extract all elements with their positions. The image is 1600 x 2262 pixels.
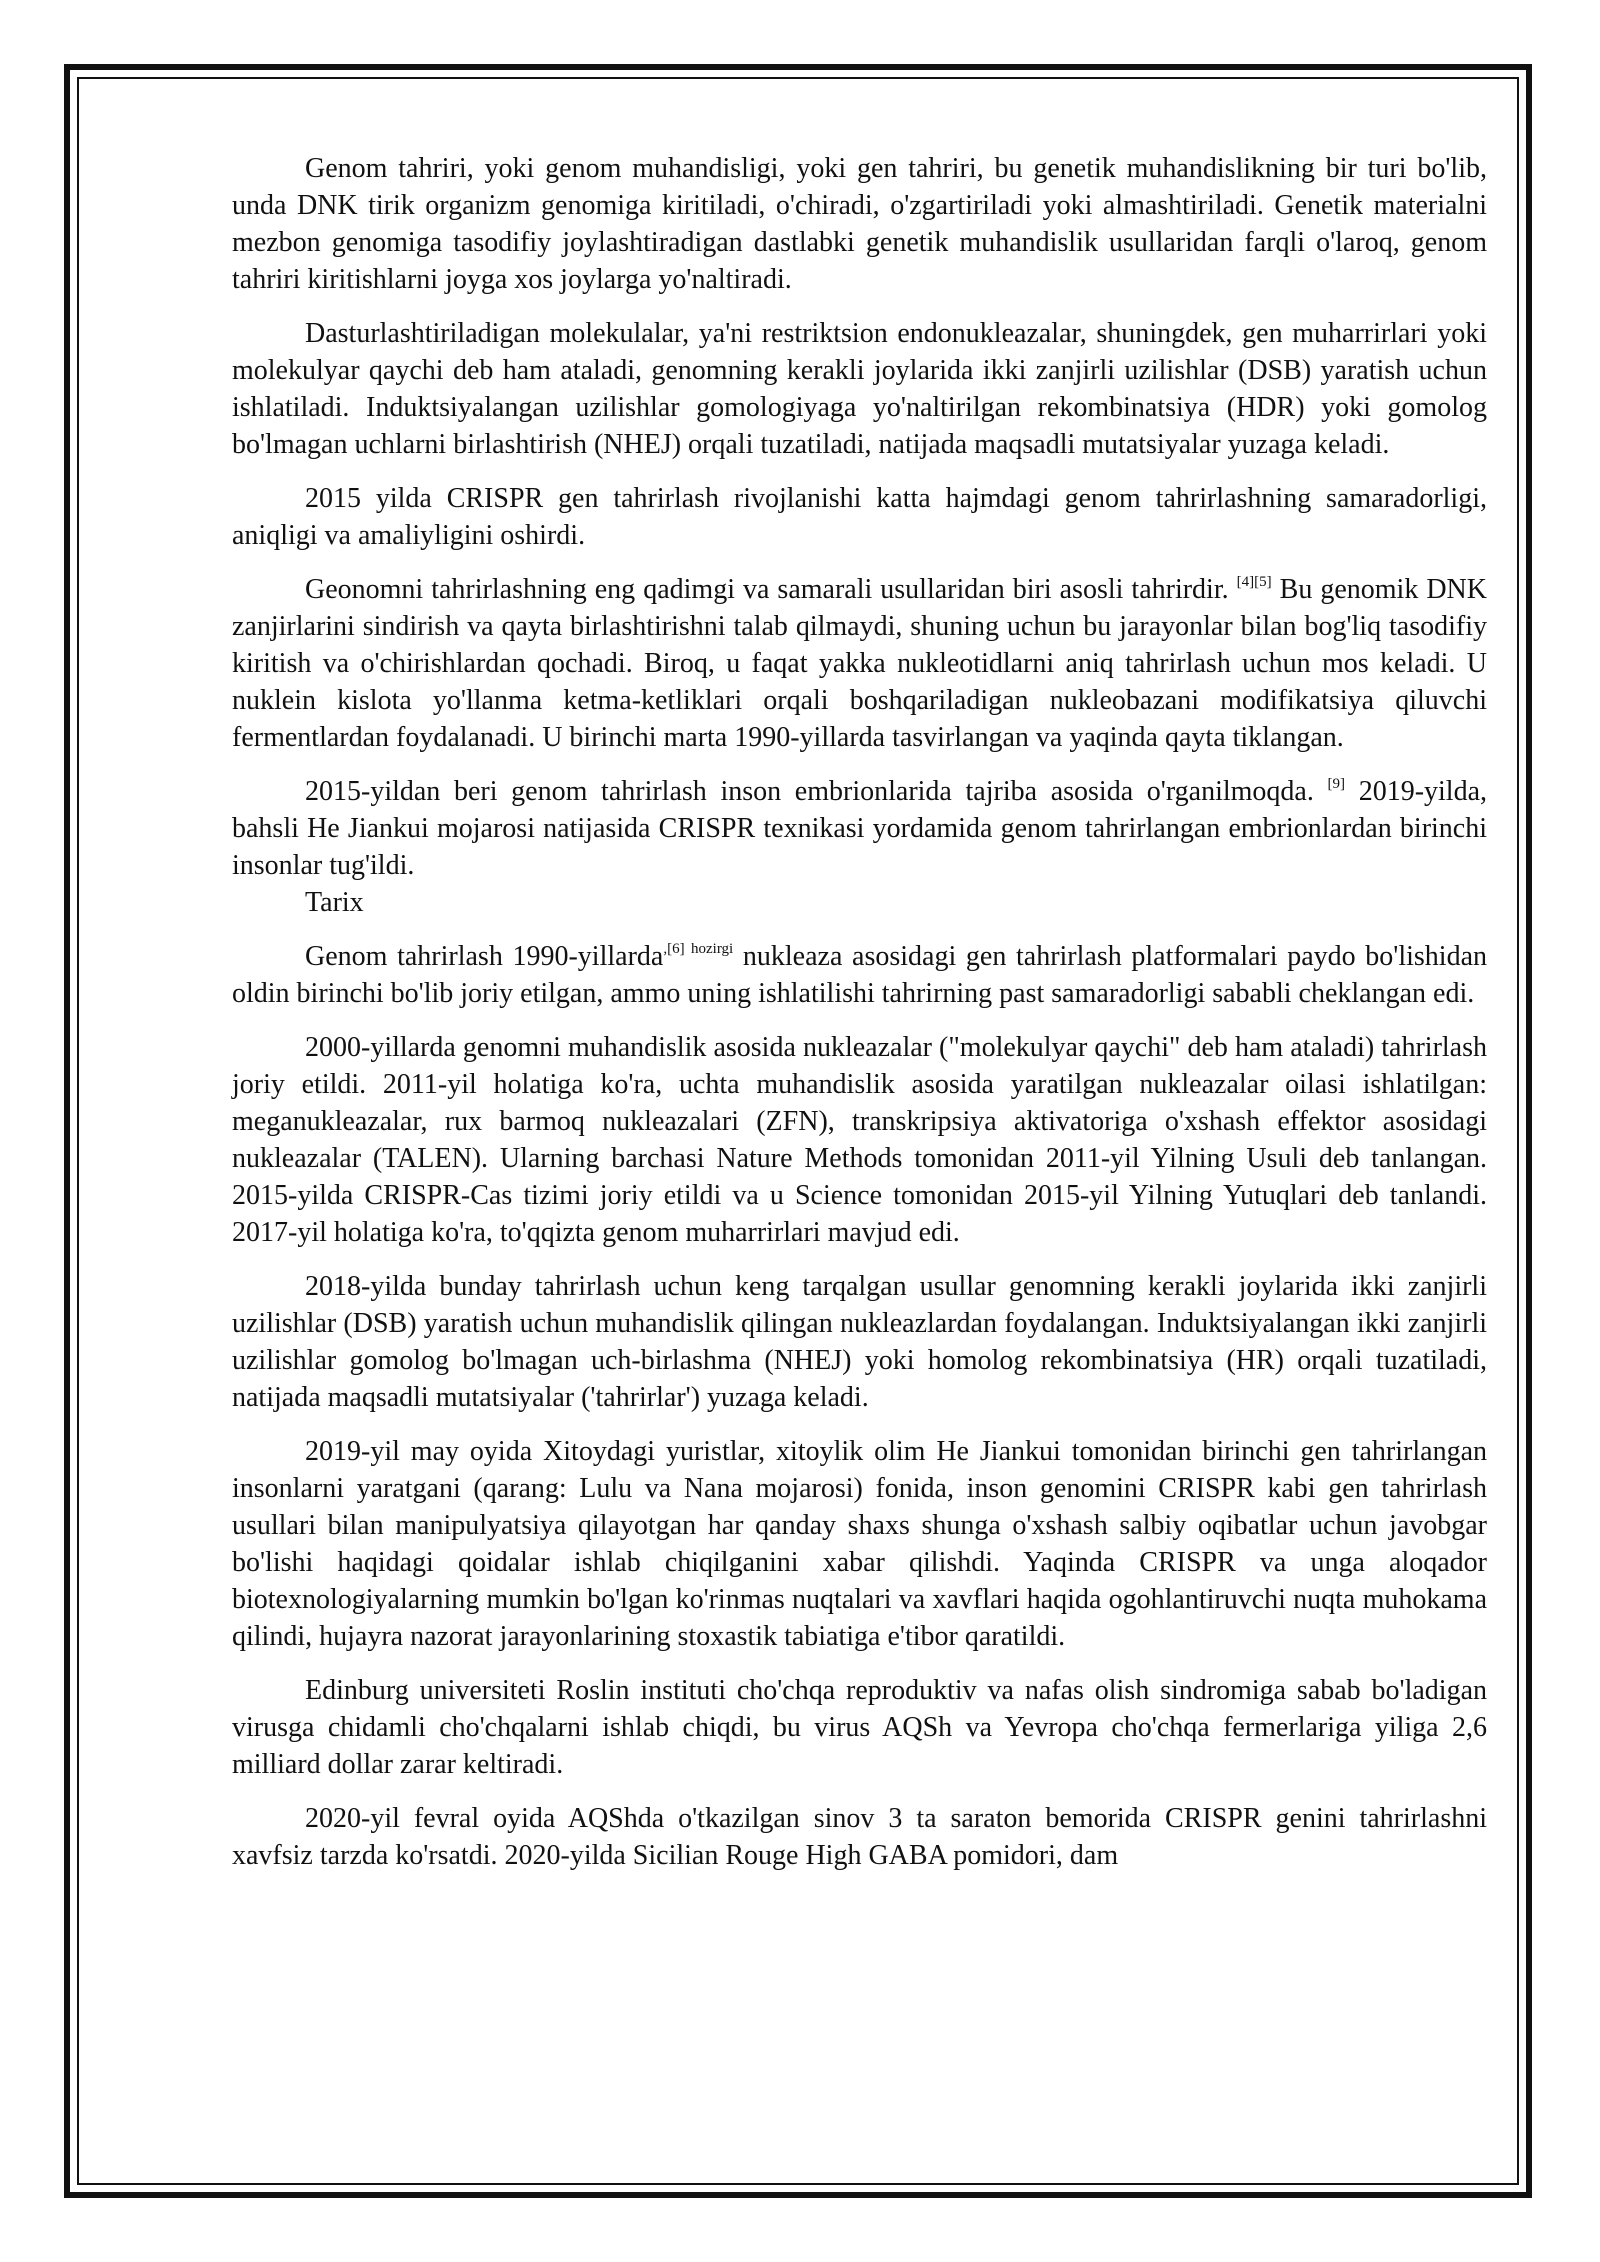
- citation-superscript[interactable]: ,[6] hozirgi: [663, 941, 734, 957]
- paragraph-genome-editing-definition: Genom tahriri, yoki genom muhandisligi, yoki gen tahriri, bu genetik muhandislikning bir turi bo'lib, unda DNK tirik organizm genomiga kiritiladi, o'chiradi, o'zgartiriladi yoki almashtiriladi. Genetik materialni mezbon genomiga tasodifiy joylashtiradigan dastlabki genetik muhandislik usullaridan farqli o'laroq, genom tahriri kiritishlarni joyga xos joylarga yo'naltiradi.: [232, 153, 1487, 295]
- paragraph-roslin-institute: Edinburg universiteti Roslin instituti cho'chqa reproduktiv va nafas olish sindromiga sabab bo'ladigan virusga chidamli cho'chqalarni ishlab chiqdi, bu virus AQSh va Yevropa cho'chqa fermerlariga yiliga 2,6 milliard dollar zarar keltiradi.: [232, 1675, 1487, 1780]
- citation-superscript[interactable]: [4][5]: [1236, 574, 1272, 590]
- paragraph-history-2000s: 2000-yillarda genomni muhandislik asosida nukleazalar ("molekulyar qaychi" deb ham ataladi) tahrirlash joriy etildi. 2011-yil holatiga ko'ra, uchta muhandislik asosida yaratilgan nukleazalar oilasi ishlatilgan: meganukleazalar, rux barmoq nukleazalari (ZFN), transkripsiya aktivatoriga o'xshash effektor asosidagi nukleazalar (TALEN). Ularning barchasi Nature Methods tomonidan 2011-yil Yilning Usuli deb tanlangan. 2015-yilda CRISPR-Cas tizimi joriy etildi va u Science tomonidan 2015-yil Yilning Yutuqlari deb tanlandi. 2017-yil holatiga ko'ra, to'qqizta genom muharrirlari mavjud edi.: [232, 1032, 1487, 1248]
- paragraph-text: Bu genomik DNK zanjirlarini sindirish va qayta birlashtirishni talab qilmaydi, shuning uchun bu jarayonlar bilan bog'liq tasodifiy kiritish va o'chirishlardan qochadi. Biroq, u faqat yakka nukleotidlarni aniq tahrirlash uchun mos keladi. U nuklein kislota yo'llanma ketma-ketliklari orqali boshqariladigan nukleobazani modifikatsiya qiluvchi fermentlardan foydalanadi. U birinchi marta 1990-yillarda tasvirlangan va yaqinda qayta tiklangan.: [232, 574, 1487, 753]
- paragraph-base-editing: [232, 571, 1487, 756]
- paragraph-crispr-2015: 2015 yilda CRISPR gen tahrirlash rivojlanishi katta hajmdagi genom tahrirlashning samaradorligi, aniqligi va amaliyligini oshirdi.: [232, 483, 1487, 551]
- paragraph-human-embryos: [232, 773, 1487, 884]
- paragraph-text: 2015-yildan beri genom tahrirlash inson embrionlarida tajriba asosida o'rganilmoqda.: [305, 776, 1328, 807]
- paragraph-history-2019: 2019-yil may oyida Xitoydagi yuristlar, xitoylik olim He Jiankui tomonidan birinchi gen tahrirlangan insonlarni yaratgani (qarang: Lulu va Nana mojarosi) fonida, inson genomini CRISPR kabi gen tahrirlash usullari bilan manipulyatsiya qilayotgan har qanday shaxs shunga o'xshash salbiy oqibatlar uchun javobgar bo'lishi haqidagi qoidalar ishlab chiqilganini xabar qilishdi. Yaqinda CRISPR va unga aloqador biotexnologiyalarning mumkin bo'lgan ko'rinmas nuqtalari va xavflari haqida ogohlantiruvchi nuqta muhokama qilindi, hujayra nazorat jarayonlarining stoxastik tabiatiga e'tibor qaratildi.: [232, 1436, 1487, 1652]
- paragraph-programmable-nucleases: Dasturlashtiriladigan molekulalar, ya'ni restriktsion endonukleazalar, shuningdek, gen muharrirlari yoki molekulyar qaychi deb ham ataladi, genomning kerakli joylarida ikki zanjirli uzilishlar (DSB) yaratish uchun ishlatiladi. Induktsiyalangan uzilishlar gomologiyaga yo'naltirilgan rekombinatsiya (HDR) yoki gomolog bo'lmagan uchlarni birlashtirish (NHEJ) orqali tuzatiladi, natijada maqsadli mutatsiyalar yuzaga keladi.: [232, 318, 1487, 460]
- paragraph-text: Genom tahrirlash 1990-yillarda: [305, 941, 664, 972]
- document-body: [232, 150, 1487, 1891]
- paragraph-text: 2019-yilda, bahsli He Jiankui mojarosi natijasida CRISPR texnikasi yordamida genom tahrirlangan embrionlardan birinchi insonlar tug'ildi.: [232, 776, 1488, 881]
- paragraph-history-2020: 2020-yil fevral oyida AQShda o'tkazilgan sinov 3 ta saraton bemorida CRISPR genini tahrirlashni xavfsiz tarzda ko'rsatdi. 2020-yilda Sicilian Rouge High GABA pomidori, dam: [232, 1803, 1487, 1871]
- section-heading-history: Tarix: [305, 887, 364, 918]
- paragraph-text: nukleaza asosidagi gen tahrirlash platformalari paydo bo'lishidan oldin birinchi bo'lib joriy etilgan, ammo uning ishlatilishi tahrirning past samaradorligi sababli cheklangan edi.: [232, 941, 1487, 1009]
- paragraph-history-1990s: [232, 938, 1487, 1012]
- paragraph-history-2018: 2018-yilda bunday tahrirlash uchun keng tarqalgan usullar genomning kerakli joylarida ikki zanjirli uzilishlar (DSB) yaratish uchun muhandislik qilingan nukleazlardan foydalangan. Induktsiyalangan ikki zanjirli uzilishlar gomolog bo'lmagan uch-birlashma (NHEJ) yoki homolog rekombinatsiya (HR) orqali tuzatiladi, natijada maqsadli mutatsiyalar ('tahrirlar') yuzaga keladi.: [232, 1271, 1487, 1413]
- paragraph-text: Geonomni tahrirlashning eng qadimgi va samarali usullaridan biri asosli tahrirdir.: [305, 574, 1237, 605]
- citation-superscript[interactable]: [9]: [1327, 776, 1346, 792]
